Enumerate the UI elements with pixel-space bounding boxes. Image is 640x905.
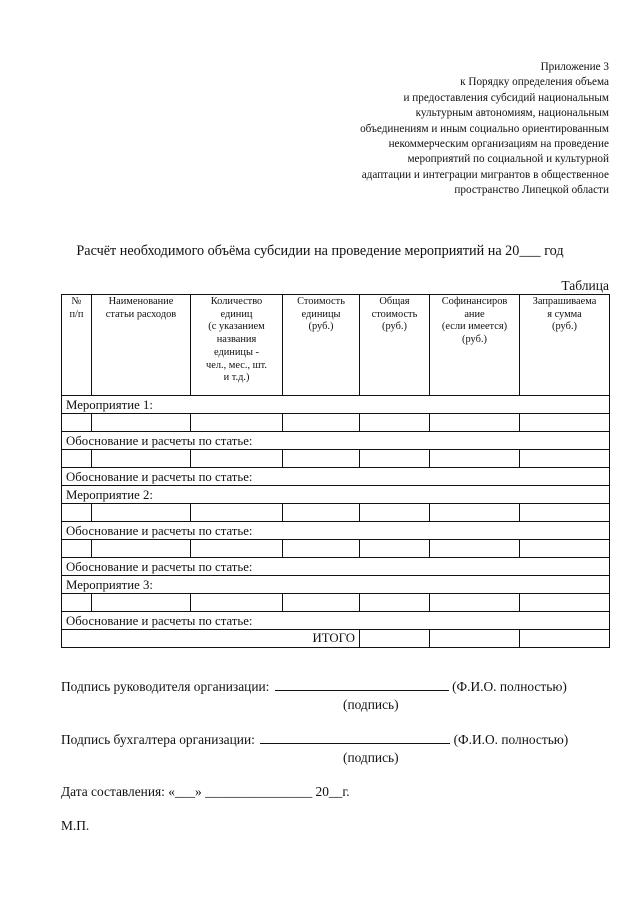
annex-line: к Порядку определения объема xyxy=(460,76,609,89)
table-label: Таблица xyxy=(561,278,609,293)
column-header: Софинансиров ание (если имеется) (руб.) xyxy=(430,295,520,396)
table-header-row xyxy=(62,295,610,396)
section-row xyxy=(62,468,610,486)
section-label: Обоснование и расчеты по статье: xyxy=(62,558,610,576)
total-cell[interactable] xyxy=(430,630,520,648)
accountant-fio-label: (Ф.И.О. полностью) xyxy=(453,732,569,747)
table-cell[interactable] xyxy=(360,594,430,612)
table-cell[interactable] xyxy=(92,414,191,432)
total-row xyxy=(62,630,610,648)
document-title: Расчёт необходимого объёма субсидии на проведение мероприятий на 20___ год xyxy=(76,243,564,259)
section-row xyxy=(62,558,610,576)
head-signature-line xyxy=(61,679,567,695)
column-header: Наименование статьи расходов xyxy=(92,295,191,396)
column-header: Общая стоимость (руб.) xyxy=(360,295,430,396)
blank-row xyxy=(62,594,610,612)
section-row xyxy=(62,612,610,630)
table-cell[interactable] xyxy=(283,594,360,612)
table-cell[interactable] xyxy=(191,540,283,558)
table-cell[interactable] xyxy=(92,450,191,468)
section-row xyxy=(62,522,610,540)
table-cell[interactable] xyxy=(520,450,610,468)
total-cell[interactable] xyxy=(360,630,430,648)
table-cell[interactable] xyxy=(191,504,283,522)
table-cell[interactable] xyxy=(92,594,191,612)
annex-line: и предоставления субсидий национальным xyxy=(403,91,609,104)
annex-heading xyxy=(279,60,609,199)
table-cell[interactable] xyxy=(191,594,283,612)
table-cell[interactable] xyxy=(62,504,92,522)
annex-line: адаптации и интеграции мигрантов в общественное xyxy=(361,168,609,181)
table-cell[interactable] xyxy=(92,504,191,522)
table-cell[interactable] xyxy=(430,450,520,468)
table-cell[interactable] xyxy=(283,504,360,522)
table-cell[interactable] xyxy=(191,450,283,468)
accountant-signature-label: Подпись бухгалтера организации: xyxy=(61,732,255,747)
section-row xyxy=(62,576,610,594)
section-row xyxy=(62,432,610,450)
section-label: Мероприятие 2: xyxy=(62,486,610,504)
accountant-signature-blank[interactable] xyxy=(260,732,450,744)
annex-line: объединениям и иным социально ориентированным xyxy=(360,122,609,135)
column-header: № п/п xyxy=(62,295,92,396)
table-cell[interactable] xyxy=(283,540,360,558)
table-cell[interactable] xyxy=(430,594,520,612)
annex-line: Приложение 3 xyxy=(540,61,609,73)
head-signature-blank[interactable] xyxy=(275,679,449,691)
column-header: Запрашиваема я сумма (руб.) xyxy=(520,295,610,396)
head-podpis-caption: (подпись) xyxy=(343,697,399,712)
table-cell[interactable] xyxy=(520,414,610,432)
table-cell[interactable] xyxy=(62,594,92,612)
accountant-signature-line xyxy=(61,732,568,748)
column-header: Стоимость единицы (руб.) xyxy=(283,295,360,396)
table-cell[interactable] xyxy=(430,540,520,558)
blank-row xyxy=(62,414,610,432)
section-label: Мероприятие 1: xyxy=(62,396,610,414)
annex-line: культурным автономиям, национальным xyxy=(415,107,609,120)
table-cell[interactable] xyxy=(360,450,430,468)
annex-line: мероприятий по социальной и культурной xyxy=(407,153,609,166)
accountant-podpis-caption: (подпись) xyxy=(343,750,399,765)
blank-row xyxy=(62,504,610,522)
section-label: Обоснование и расчеты по статье: xyxy=(62,612,610,630)
annex-line: пространство Липецкой области xyxy=(454,184,609,197)
table-cell[interactable] xyxy=(430,414,520,432)
section-row xyxy=(62,486,610,504)
table-cell[interactable] xyxy=(520,540,610,558)
stamp-place: М.П. xyxy=(61,818,90,833)
subsidy-table xyxy=(61,294,610,648)
table-cell[interactable] xyxy=(62,414,92,432)
table-cell[interactable] xyxy=(62,540,92,558)
table-cell[interactable] xyxy=(191,414,283,432)
section-label: Обоснование и расчеты по статье: xyxy=(62,522,610,540)
section-label: Мероприятие 3: xyxy=(62,576,610,594)
total-label: ИТОГО xyxy=(62,630,360,648)
section-row xyxy=(62,396,610,414)
table-cell[interactable] xyxy=(283,450,360,468)
total-cell[interactable] xyxy=(520,630,610,648)
column-header: Количество единиц (с указанием названия единицы - чел., мес., шт. и т.д.) xyxy=(191,295,283,396)
table-cell[interactable] xyxy=(360,414,430,432)
section-label: Обоснование и расчеты по статье: xyxy=(62,432,610,450)
table-cell[interactable] xyxy=(430,504,520,522)
table-cell[interactable] xyxy=(360,540,430,558)
table-cell[interactable] xyxy=(520,504,610,522)
table-body xyxy=(62,396,610,648)
date-line: Дата составления: «___» ________________ 20__г. xyxy=(61,784,350,799)
table-cell[interactable] xyxy=(283,414,360,432)
table-cell[interactable] xyxy=(520,594,610,612)
head-fio-label: (Ф.И.О. полностью) xyxy=(452,679,567,694)
table-cell[interactable] xyxy=(92,540,191,558)
blank-row xyxy=(62,540,610,558)
table-cell[interactable] xyxy=(360,504,430,522)
annex-line: некоммерческим организациям на проведение xyxy=(388,138,609,151)
table-cell[interactable] xyxy=(62,450,92,468)
blank-row xyxy=(62,450,610,468)
head-signature-label: Подпись руководителя организации: xyxy=(61,679,270,694)
section-label: Обоснование и расчеты по статье: xyxy=(62,468,610,486)
